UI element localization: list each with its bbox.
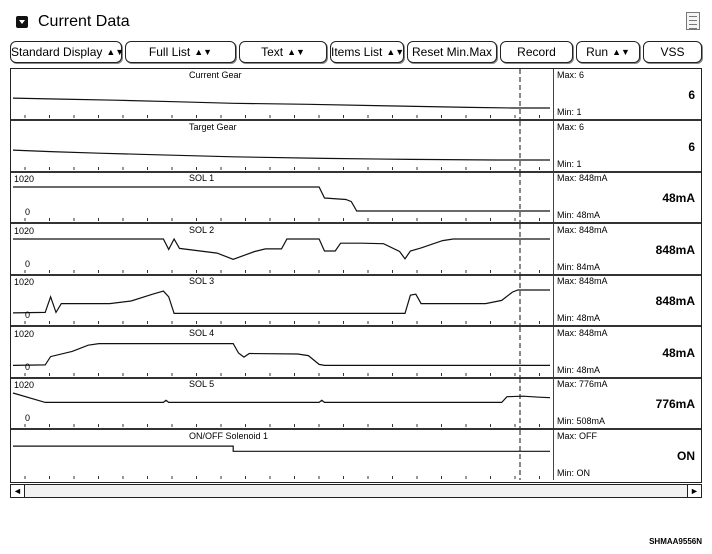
channel-current-value: 48mA [662,191,695,205]
channel-name: SOL 1 [189,173,215,183]
channel-info-panel [554,275,701,325]
channel-min: Min: ON [557,468,591,478]
y-axis-min-label: 0 [25,362,31,372]
channel-row [11,69,701,119]
channel-current-value: 6 [688,88,695,102]
text-select[interactable] [239,41,327,63]
channel-max: Max: 776mA [557,379,608,389]
scroll-right-icon[interactable]: ► [687,485,701,497]
channel-row [11,430,701,480]
reset-min-max-label: Reset Min.Max [411,45,493,59]
current-data-window [8,6,704,501]
updown-icon: ▲▼ [194,47,213,57]
channel-info-panel [554,378,701,428]
signal-trace [13,344,550,366]
channel-max: Max: 848mA [557,225,608,235]
channel-plot [11,275,554,325]
channel-name: ON/OFF Solenoid 1 [189,431,269,441]
channel-row [11,378,701,428]
channel-name: Target Gear [189,122,237,132]
vss-button[interactable] [643,41,702,63]
standard-display-label: Standard Display [11,45,103,59]
channel-plot [11,327,554,377]
channel-trace-svg [11,121,553,171]
channel-max: Max: OFF [557,431,597,441]
y-axis-max-label: 1020 [14,329,35,339]
updown-icon: ▲▼ [287,47,305,57]
channel-name: SOL 2 [189,225,215,235]
channel-trace-svg [11,69,553,119]
run-select[interactable] [576,41,640,63]
channel-max: Max: 848mA [557,173,608,183]
record-button[interactable] [500,41,573,63]
channel-current-value: 776mA [655,397,695,411]
channel-plot [11,69,554,119]
collapse-icon[interactable] [16,16,28,28]
channel-name: SOL 4 [189,328,215,338]
y-axis-max-label: 1020 [14,380,35,390]
horizontal-scrollbar[interactable] [10,484,702,498]
window-title: Current Data [38,13,130,30]
channel-min: Min: 48mA [557,313,601,323]
channel-info-panel [554,327,701,377]
channel-min: Min: 84mA [557,262,601,272]
channel-min: Min: 1 [557,107,582,117]
signal-trace [13,290,550,313]
record-label: Record [517,45,556,59]
channel-trace-svg [11,378,553,428]
scroll-left-icon[interactable]: ◄ [11,485,25,497]
channel-row [11,327,701,377]
updown-icon: ▲▼ [106,47,125,57]
figure-code: SHMAA9556N [649,537,702,546]
y-axis-max-label: 1020 [14,174,35,184]
channel-info-panel [554,121,701,171]
y-axis-min-label: 0 [25,207,31,217]
vss-label: VSS [660,45,685,59]
channel-name: SOL 3 [189,276,215,286]
channel-min: Min: 1 [557,159,582,169]
channel-trace-svg [11,327,553,377]
toolbar [10,41,702,65]
channel-current-value: 848mA [655,243,695,257]
channel-row [11,224,701,274]
signal-trace [13,393,550,402]
items-list-label: Items List [331,45,383,59]
channel-info-panel [554,430,701,480]
channel-current-value: ON [677,449,695,463]
items-list-select[interactable] [330,41,404,63]
signal-trace [13,187,550,211]
y-axis-min-label: 0 [25,259,31,269]
channel-min: Min: 48mA [557,365,601,375]
list-menu-icon[interactable] [686,12,700,30]
channel-row [11,275,701,325]
channel-plot [11,121,554,171]
signal-trace [13,446,550,451]
channel-plot [11,378,554,428]
channel-trace-svg [11,172,553,222]
y-axis-max-label: 1020 [14,226,35,236]
channel-row [11,172,701,222]
channel-plot [11,172,554,222]
reset-min-max-button[interactable] [407,41,497,63]
channel-graph-area [10,68,702,483]
channel-current-value: 848mA [655,294,695,308]
channel-min: Min: 508mA [557,416,606,426]
channel-row [11,121,701,171]
channel-plot [11,430,554,480]
channel-name: SOL 5 [189,379,215,389]
channel-max: Max: 6 [557,122,585,132]
channel-max: Max: 848mA [557,276,608,286]
channel-max: Max: 848mA [557,328,608,338]
full-list-label: Full List [148,45,191,59]
channel-info-panel [554,224,701,274]
channel-trace-svg [11,430,553,480]
title-bar [8,6,704,38]
channel-max: Max: 6 [557,70,585,80]
channel-current-value: 6 [688,140,695,154]
channel-plot [11,224,554,274]
channel-min: Min: 48mA [557,210,601,220]
channel-name: Current Gear [189,70,242,80]
signal-trace [13,239,550,259]
channel-current-value: 48mA [662,346,695,360]
standard-display-select[interactable] [10,41,125,63]
channel-trace-svg [11,275,553,325]
y-axis-min-label: 0 [25,310,31,320]
updown-icon: ▲▼ [612,47,630,57]
full-list-select[interactable] [125,41,236,63]
channel-trace-svg [11,224,553,274]
y-axis-min-label: 0 [25,413,31,423]
run-label: Run [586,45,609,59]
text-label: Text [261,45,284,59]
channel-info-panel [554,172,701,222]
signal-trace [13,150,550,160]
updown-icon: ▲▼ [386,47,405,57]
signal-trace [13,98,550,108]
channel-info-panel [554,69,701,119]
y-axis-max-label: 1020 [14,277,35,287]
